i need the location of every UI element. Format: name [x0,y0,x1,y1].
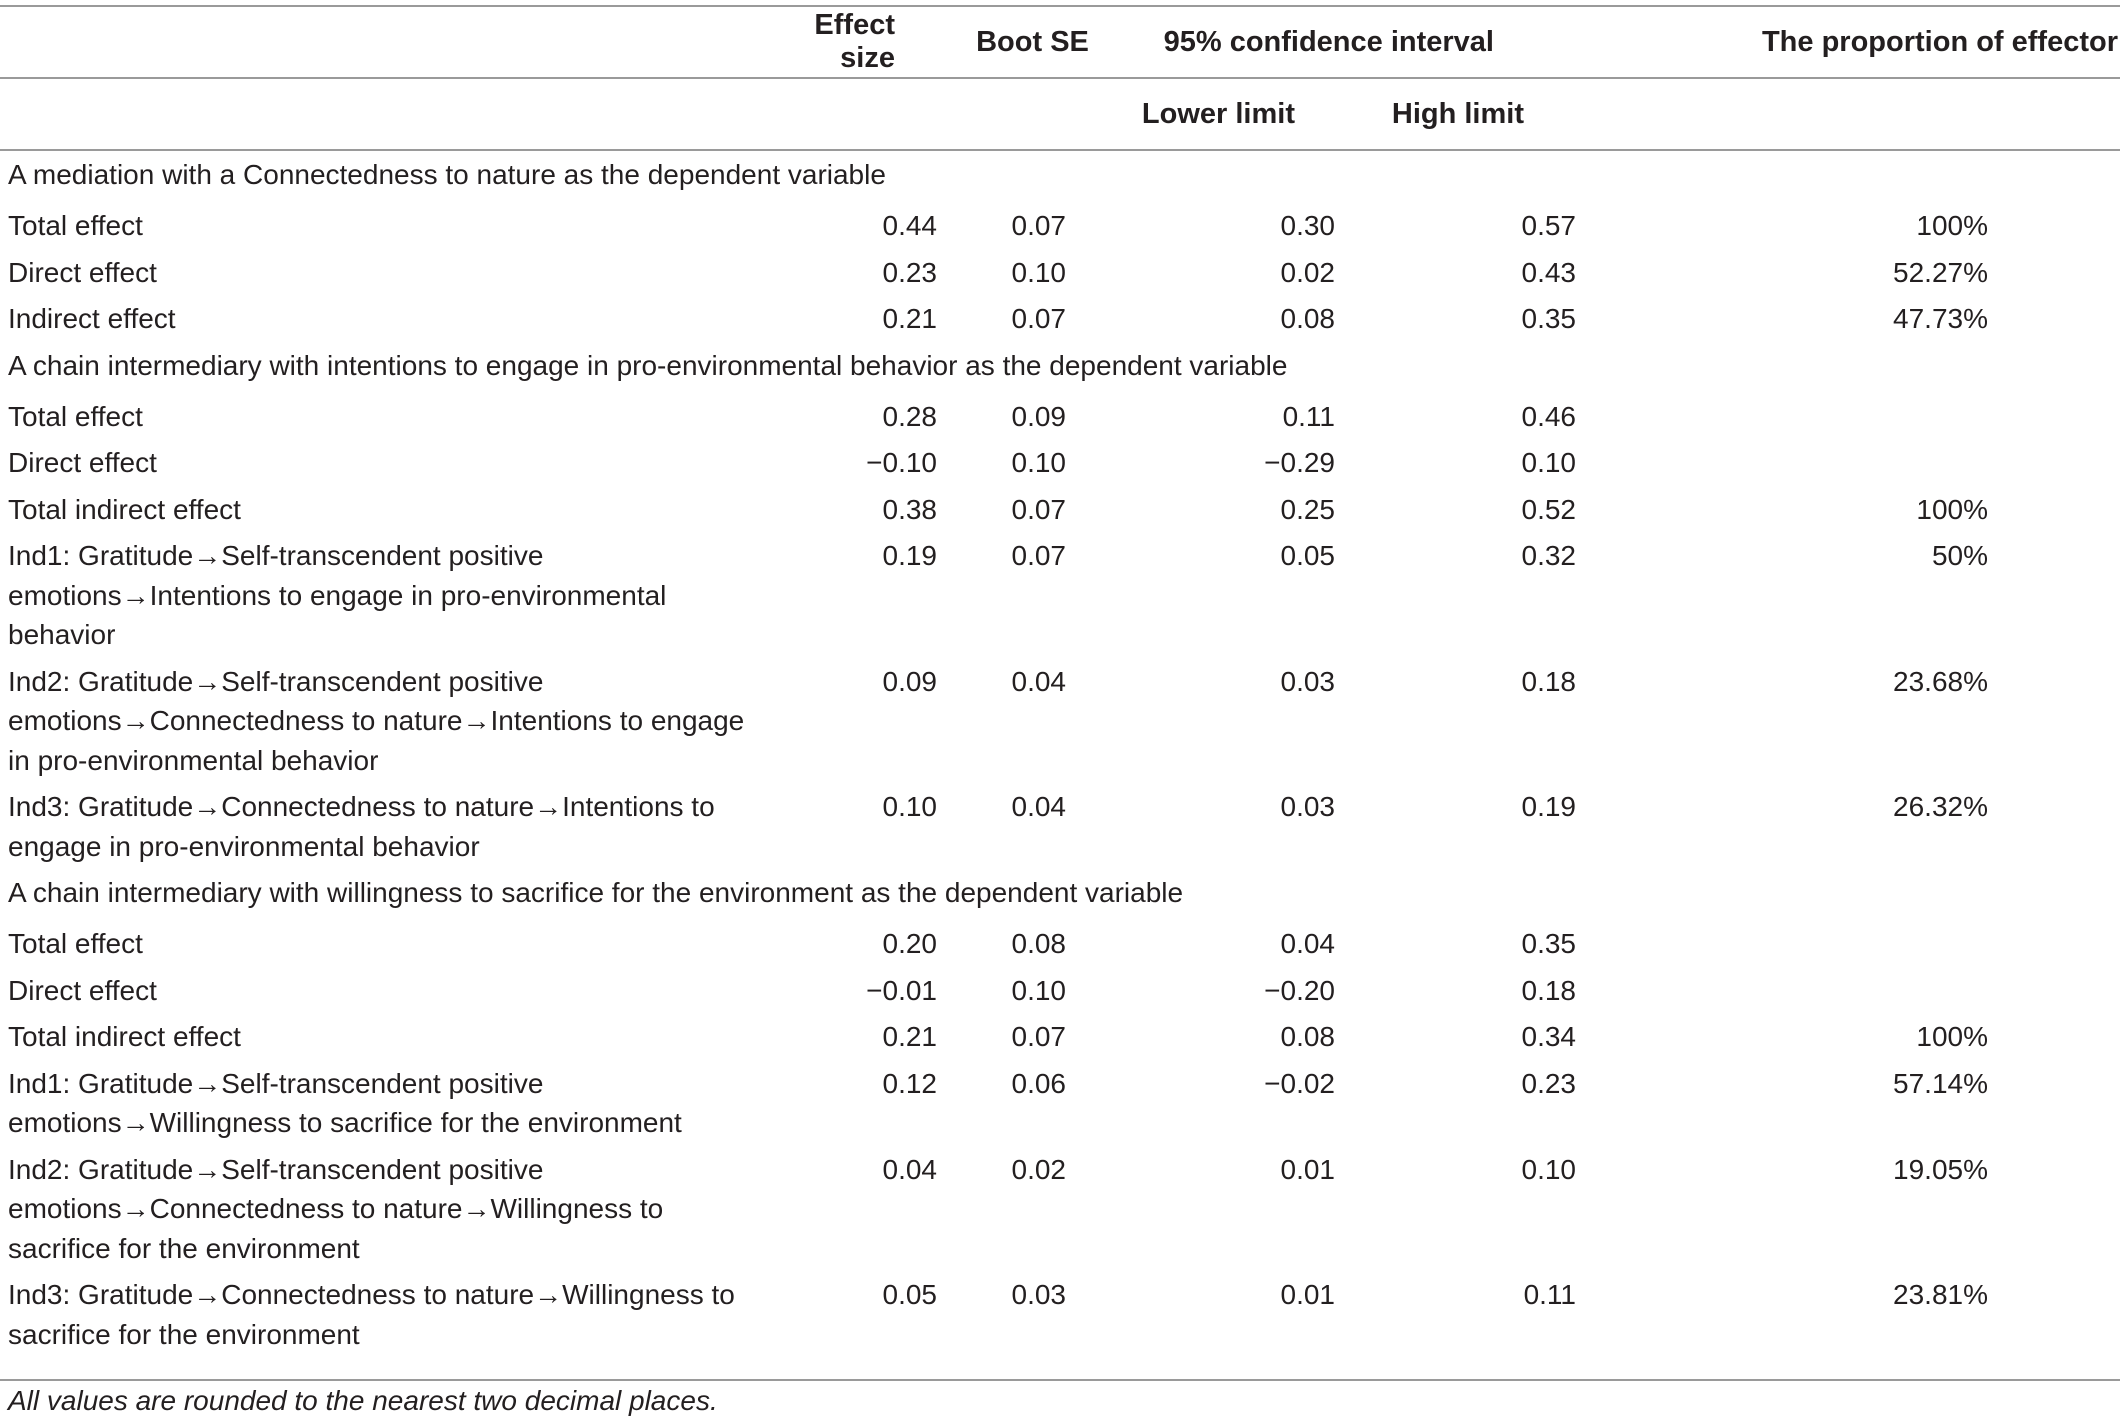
row-label: Ind2: Gratitude→Self-transcendent positive emotions→Connectedness to nature→Willingness to sacrifice for the environment [8,1153,664,1264]
cell-boot-se: 0.08 [1011,928,1066,959]
header-lower-limit: Lower limit [1128,78,1335,150]
table-row [0,920,2120,967]
cell-boot-se: 0.02 [1011,1153,1066,1185]
cell-lower-limit: 0.04 [1280,928,1335,959]
row-label: Total indirect effect [8,1021,241,1052]
cell-effect-size: 0.09 [882,665,937,697]
row-label: Direct effect [8,256,157,288]
header-high-limit: High limit [1335,78,1576,150]
cell-lower-limit: 0.01 [1280,1279,1335,1310]
cell-high-limit: 0.52 [1521,493,1576,525]
cell-proportion: 19.05% [1893,1153,1988,1185]
cell-proportion: 52.27% [1893,256,1988,288]
cell-proportion: 100% [1916,493,1988,525]
cell-lower-limit: 0.02 [1280,256,1335,288]
cell-proportion [1576,967,2120,1014]
cell-lower-limit: 0.05 [1280,540,1335,571]
table-row [0,202,2120,249]
cell-effect-size: 0.38 [882,493,937,525]
cell-boot-se: 0.10 [1011,447,1066,478]
cell-proportion [1576,393,2120,440]
table-row [0,486,2120,533]
cell-effect-size: 0.28 [882,400,937,432]
cell-effect-size: 0.20 [882,928,937,959]
cell-high-limit: 0.10 [1521,447,1576,478]
header-blank-2 [0,78,790,150]
header-blank-5 [1576,78,2120,150]
cell-high-limit: 0.35 [1521,928,1576,959]
table-row [0,1271,2120,1368]
cell-effect-size: 0.04 [882,1153,937,1185]
cell-boot-se: 0.10 [1011,974,1066,1006]
table-footnote: All values are rounded to the nearest two decimal places. [8,1385,718,1416]
table-body [0,150,2120,1368]
section-title: A chain intermediary with intentions to engage in pro-environmental behavior as the dependent variable [8,349,1288,381]
header-row-secondary [0,78,2120,150]
cell-lower-limit: 0.11 [1282,400,1335,432]
cell-lower-limit: 0.25 [1280,493,1335,525]
row-label: Total effect [8,210,143,241]
table-row [0,1060,2120,1146]
cell-high-limit: 0.32 [1521,540,1576,571]
cell-lower-limit: 0.08 [1280,303,1335,334]
table-row [0,393,2120,440]
header-effect-size: Effect size [790,6,937,78]
cell-lower-limit: 0.03 [1280,665,1335,697]
header-row-primary [0,6,2120,78]
header-blank-3 [790,78,937,150]
cell-proportion: 100% [1916,1021,1988,1052]
header-boot-se: Boot SE [937,6,1128,78]
section-header-row [0,869,2120,920]
cell-proportion: 100% [1916,210,1988,241]
row-label: Ind2: Gratitude→Self-transcendent positive emotions→Connectedness to nature→Intentions to engage in pro-environmental behavior [8,665,745,776]
cell-high-limit: 0.46 [1521,400,1576,432]
section-header-row [0,342,2120,393]
cell-proportion: 23.81% [1893,1279,1988,1310]
cell-proportion [1576,920,2120,967]
cell-proportion: 57.14% [1893,1067,1988,1099]
cell-high-limit: 0.18 [1521,974,1576,1006]
cell-high-limit: 0.11 [1523,1279,1576,1310]
cell-proportion: 26.32% [1893,791,1988,822]
cell-high-limit: 0.10 [1521,1153,1576,1185]
table-row [0,967,2120,1014]
row-label: Total indirect effect [8,493,241,525]
cell-boot-se: 0.10 [1011,256,1066,288]
cell-boot-se: 0.09 [1011,400,1066,432]
cell-boot-se: 0.06 [1011,1067,1066,1099]
cell-high-limit: 0.43 [1521,256,1576,288]
cell-high-limit: 0.35 [1521,303,1576,334]
header-blank-4 [937,78,1128,150]
cell-proportion: 23.68% [1893,665,1988,697]
cell-boot-se: 0.07 [1011,303,1066,334]
cell-lower-limit: 0.08 [1280,1021,1335,1052]
cell-lower-limit: 0.30 [1280,210,1335,241]
cell-boot-se: 0.03 [1011,1279,1066,1310]
cell-boot-se: 0.04 [1011,665,1066,697]
header-confidence-interval [1128,6,1576,78]
cell-proportion [1576,439,2120,486]
cell-lower-limit: 0.03 [1280,791,1335,822]
bottom-rule [0,1379,2120,1381]
section-header-row [0,150,2120,202]
header-blank [0,6,790,78]
cell-lower-limit: −0.20 [1264,974,1335,1006]
row-label: Indirect effect [8,303,176,334]
cell-high-limit: 0.19 [1521,791,1576,822]
cell-effect-size: 0.10 [882,791,937,822]
header-proportion: The proportion of effector [1576,6,2120,78]
cell-effect-size: 0.12 [882,1067,937,1099]
cell-boot-se: 0.07 [1011,540,1066,571]
row-label: Ind3: Gratitude→Connectedness to nature→Willingness to sacrifice for the environment [8,1279,735,1350]
table-row [0,249,2120,296]
cell-boot-se: 0.04 [1011,791,1066,822]
table-row [0,439,2120,486]
row-label: Ind1: Gratitude→Self-transcendent positive emotions→Intentions to engage in pro-environmental behavior [8,540,667,650]
cell-boot-se: 0.07 [1011,210,1066,241]
cell-effect-size: −0.10 [866,447,937,478]
cell-effect-size: 0.19 [882,540,937,571]
cell-high-limit: 0.23 [1521,1067,1576,1099]
row-label: Total effect [8,400,143,432]
header-ci-text: 95% confidence interval [1163,25,1494,58]
row-label: Ind1: Gratitude→Self-transcendent positive emotions→Willingness to sacrifice for the environment [8,1067,682,1138]
row-label: Total effect [8,928,143,959]
cell-lower-limit: 0.01 [1280,1153,1335,1185]
cell-effect-size: 0.44 [882,210,937,241]
cell-boot-se: 0.07 [1011,1021,1066,1052]
cell-high-limit: 0.34 [1521,1021,1576,1052]
row-label: Direct effect [8,447,157,478]
cell-effect-size: −0.01 [866,974,937,1006]
table-row [0,658,2120,784]
table-row [0,1146,2120,1272]
cell-effect-size: 0.23 [882,256,937,288]
table-row [0,532,2120,658]
cell-high-limit: 0.18 [1521,665,1576,697]
results-table [0,5,2120,1368]
table-row [0,295,2120,342]
table-row [0,1013,2120,1060]
cell-proportion: 50% [1931,540,1988,571]
cell-boot-se: 0.07 [1011,493,1066,525]
cell-effect-size: 0.21 [882,303,937,334]
row-label: Direct effect [8,974,157,1006]
table-row [0,783,2120,869]
section-title: A mediation with a Connectedness to nature as the dependent variable [8,159,886,190]
section-title: A chain intermediary with willingness to sacrifice for the environment as the dependent variable [8,877,1184,908]
table-header [0,6,2120,150]
cell-lower-limit: −0.02 [1264,1067,1335,1099]
cell-proportion: 47.73% [1893,303,1988,334]
cell-high-limit: 0.57 [1521,210,1576,241]
cell-effect-size: 0.05 [882,1279,937,1310]
cell-effect-size: 0.21 [882,1021,937,1052]
row-label: Ind3: Gratitude→Connectedness to nature→Intentions to engage in pro-environmental behavior [8,791,715,862]
cell-lower-limit: −0.29 [1264,447,1335,478]
